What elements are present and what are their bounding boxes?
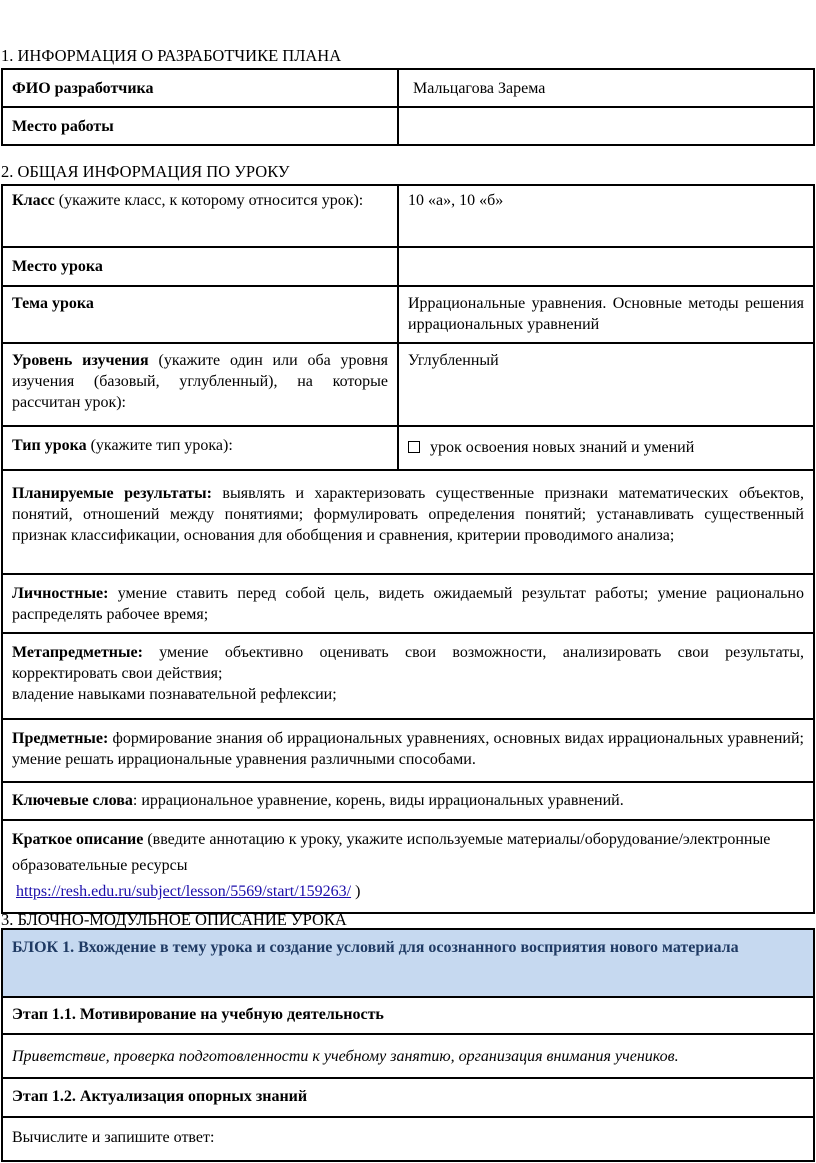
- lesson-info-table: [1, 184, 815, 914]
- workplace-value: [398, 107, 814, 145]
- level-value: Углубленный: [398, 343, 814, 426]
- topic-label: Тема урока: [12, 295, 94, 312]
- class-label: Класс: [12, 192, 55, 209]
- keywords-text: : иррациональное уравнение, корень, виды иррациональных уравнений.: [132, 792, 624, 809]
- level-label: Уровень изучения: [12, 352, 149, 369]
- personal-results-label: Личностные:: [12, 585, 109, 602]
- planned-results-label: Планируемые результаты:: [12, 485, 212, 502]
- stage12-title: Этап 1.2. Актуализация опорных знаний: [12, 1088, 308, 1105]
- type-label: Тип урока: [12, 437, 87, 454]
- place-label: Место урока: [12, 258, 103, 275]
- place-label-cell: [2, 247, 398, 286]
- subject-results-label: Предметные:: [12, 730, 109, 747]
- class-value: 10 «а», 10 «б»: [398, 185, 814, 247]
- topic-label-cell: [2, 286, 398, 343]
- summary-text: (введите аннотацию к уроку, укажите используемые материалы/оборудование/электронные образовательные ресурсы: [12, 831, 771, 874]
- developer-name-label: ФИО разработчика: [12, 80, 154, 97]
- meta-results-text: умение объективно оценивать свои возможности, анализировать свои результаты, корректировать свои действия;: [12, 644, 804, 682]
- keywords-cell: [2, 782, 814, 820]
- stage11-text: Приветствие, проверка подготовленности к учебному занятию, организация внимания учеников.: [2, 1034, 814, 1078]
- block1-header-cell: [2, 929, 814, 997]
- class-hint: (укажите класс, к которому относится урок):: [54, 192, 364, 209]
- meta-results-text-2: владение навыками познавательной рефлексии;: [12, 686, 337, 703]
- developer-info-table: [1, 68, 815, 146]
- subject-results-cell: [2, 719, 814, 782]
- resource-link[interactable]: https://resh.edu.ru/subject/lesson/5569/start/159263/: [16, 883, 352, 900]
- developer-name-value: Мальцагова Зарема: [398, 69, 814, 107]
- type-label-cell: [2, 426, 398, 470]
- keywords-label: Ключевые слова: [12, 792, 133, 809]
- workplace-label-cell: [2, 107, 398, 145]
- workplace-label: Место работы: [12, 118, 114, 135]
- type-value-cell: [398, 426, 814, 470]
- type-value: урок освоения новых знаний и умений: [430, 439, 695, 456]
- meta-results-cell: [2, 633, 814, 719]
- section3-title: 3. БЛОЧНО-МОДУЛЬНОЕ ОПИСАНИЕ УРОКА: [1, 910, 347, 929]
- planned-results-text: выявлять и характеризовать существенные признаки математических объектов, понятий, отношений между понятиями; формулировать определения понятий; устанавливать существенный признак классификации, основания для обобщения и сравнения, критерии проводимого анализа;: [12, 485, 804, 544]
- type-hint: (укажите тип урока):: [86, 437, 233, 454]
- level-hint: (укажите один или оба уровня изучения (базовый, углубленный), на которые рассчитан урок):: [12, 352, 388, 411]
- stage12-text: Вычислите и запишите ответ:: [2, 1117, 814, 1161]
- section1-title: 1. ИНФОРМАЦИЯ О РАЗРАБОТЧИКЕ ПЛАНА: [1, 46, 342, 65]
- stage12-cell: [2, 1078, 814, 1117]
- place-value: [398, 247, 814, 286]
- block1-header: БЛОК 1. Вхождение в тему урока и создание условий для осознанного восприятия нового материала: [12, 939, 739, 956]
- summary-close: ): [351, 883, 361, 900]
- type-checkbox[interactable]: [408, 441, 420, 453]
- meta-results-label: Метапредметные:: [12, 644, 143, 661]
- summary-label: Краткое описание: [12, 831, 144, 848]
- stage11-title: Этап 1.1. Мотивирование на учебную деятельность: [12, 1006, 384, 1023]
- summary-cell: [2, 820, 814, 913]
- level-label-cell: [2, 343, 398, 426]
- subject-results-text: формирование знания об иррациональных уравнениях, основных видах иррациональных уравнений; умение решать иррациональные уравнения различными способами.: [12, 730, 804, 768]
- developer-name-label-cell: [2, 69, 398, 107]
- planned-results-cell: [2, 470, 814, 574]
- lesson-blocks-table: [1, 928, 815, 1162]
- personal-results-text: умение ставить перед собой цель, видеть ожидаемый результат работы; умение рационально распределять рабочее время;: [12, 585, 804, 623]
- topic-value: Иррациональные уравнения. Основные методы решения иррациональных уравнений: [398, 286, 814, 343]
- class-label-cell: [2, 185, 398, 247]
- stage11-cell: [2, 997, 814, 1034]
- section2-title: 2. ОБЩАЯ ИНФОРМАЦИЯ ПО УРОКУ: [1, 162, 290, 181]
- personal-results-cell: [2, 574, 814, 633]
